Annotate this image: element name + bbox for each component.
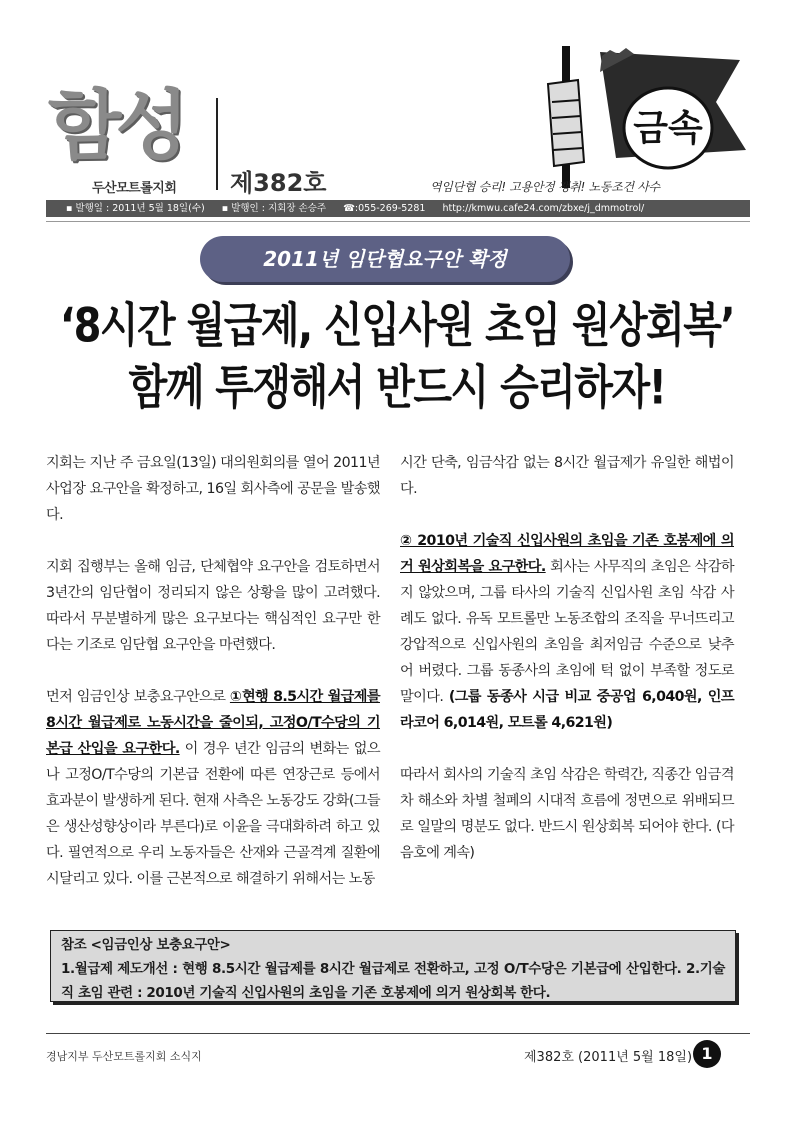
reference-box bbox=[50, 930, 736, 1002]
headline-line-2: 함께 투쟁해서 반드시 승리하자! bbox=[128, 360, 666, 416]
masthead-divider bbox=[216, 98, 218, 190]
article-kicker: 2011년 임단협요구안 확정 bbox=[200, 236, 570, 282]
paragraph-2: 지회 집행부는 올해 임금, 단체협약 요구안을 검토하면서 3년간의 임단협이 정리되지 않은 상황을 많이 고려했다. 따라서 무분별하게 많은 요구보다는 핵심적인 요구만 한다는 기조로 임단협 요구안을 마련했다. bbox=[46, 559, 380, 653]
phone-number: ☎:055-269-5281 bbox=[343, 203, 426, 214]
union-flag-fist-logo bbox=[540, 42, 750, 192]
reference-title: 참조 <임금인상 보충요구안> bbox=[61, 937, 231, 953]
paragraph-5: 따라서 회사의 기술직 초임 삭감은 학력간, 직종간 임금격차 해소와 차별 철폐의 시대적 흐름에 정면으로 위배되므로 일말의 명분도 없다. 반드시 원상회복 되어야 한다. (다음호에 계속) bbox=[400, 767, 734, 861]
paragraph-3-body: 이 경우 년간 임금의 변화는 없으나 고정O/T수당의 기본급 전환에 따른 연장근로 등에서 효과분이 발생하게 된다. 현재 사측은 노동강도 강화(그들은 생산성향상이라 부른다)로 이윤을 극대화하려 하고 있다. 필연적으로 우리 노동자들은 산재와 근골격계 질환에 시달리고 있다. 이를 근본적으로 해결하기 위해서는 노동 bbox=[46, 741, 380, 887]
footer-issue-date: 제382호 (2011년 5월 18일) bbox=[524, 1050, 693, 1065]
paragraph-3 bbox=[46, 684, 380, 892]
publish-date: ▪ 발행일 : 2011년 5월 18일(수) bbox=[66, 203, 205, 214]
paragraph-4 bbox=[400, 528, 734, 736]
publisher: ▪ 발행인 : 지회장 손승주 bbox=[221, 203, 327, 214]
footer-rule bbox=[46, 1033, 750, 1034]
demand-2-underlined: ② 2010년 기술직 신입사원의 초임을 기존 호봉제에 의거 원상회복을 요구한다. bbox=[400, 533, 734, 575]
masthead-rule bbox=[46, 221, 750, 222]
article-column-right bbox=[400, 450, 734, 866]
paragraph-3-intro: 먼저 임금인상 보충요구안으로 bbox=[46, 689, 230, 705]
wage-comparison: (그룹 동종사 시급 비교 중공업 6,040원, 인프라코어 6,014원, 모트롤 4,621원) bbox=[400, 689, 734, 731]
publication-info-bar bbox=[46, 200, 750, 217]
newsletter-title: 함성 bbox=[48, 81, 183, 170]
logo-text: 금속 bbox=[633, 108, 703, 149]
website-url[interactable]: http://kmwu.cafe24.com/zbxe/j_dmmotrol/ bbox=[442, 203, 645, 214]
page-number: 1 bbox=[693, 1040, 721, 1068]
paragraph-1: 지회는 지난 주 금요일(13일) 대의원회의를 열어 2011년 사업장 요구안을 확정하고, 16일 회사측에 공문을 발송했다. bbox=[46, 455, 380, 523]
article-column-left bbox=[46, 450, 380, 892]
headline-line-1: ‘8시간 월급제, 신입사원 초임 원상회복’ bbox=[59, 298, 735, 354]
paragraph-4-body: 회사는 사무직의 초임은 삭감하지 않았으며, 그룹 타사의 기술직 신입사원 초임 삭감 사례도 없다. 유독 모트롤만 노동조합의 조직을 무너뜨리고 강압적으로 신입사원의 초임을 최저임금 수준으로 낮추어 버렸다. 그룹 동종사의 초임에 턱 없이 부족할 정도로 말이다. bbox=[400, 559, 734, 705]
demand-1-underlined: ①현행 8.5시간 월급제를 8시간 월급제로 노동시간을 줄이되, 고정O/T수당의 기본급 산입을 요구한다. bbox=[46, 689, 380, 757]
issue-number: 제382호 bbox=[230, 169, 327, 197]
union-branch-name: 두산모트롤지회 bbox=[92, 181, 177, 196]
paragraph-3-continued: 시간 단축, 임금삭감 없는 8시간 월급제가 유일한 해법이다. bbox=[400, 455, 734, 497]
slogan: 역임단협 승리! 고용안정 쟁취! 노동조건 사수 bbox=[430, 180, 660, 194]
footer-publisher: 경남지부 두산모트롤지회 소식지 bbox=[46, 1050, 202, 1063]
reference-text: 1.월급제 제도개선 : 현행 8.5시간 월급제를 8시간 월급제로 전환하고, 고정 O/T수당은 기본급에 산입한다. 2.기술직 초임 관련 : 2010년 기술직 신입사원의 초임을 기존 호봉제에 의거 원상회복 한다. bbox=[61, 961, 725, 1001]
